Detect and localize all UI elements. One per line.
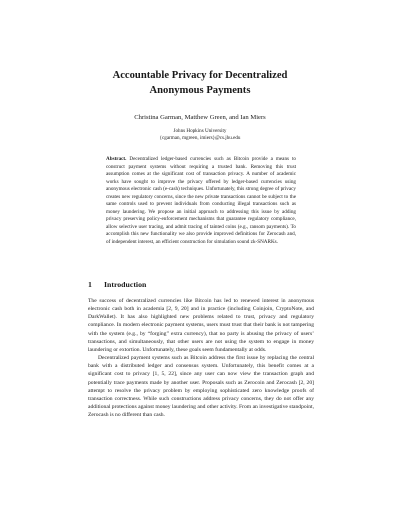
abstract-label: Abstract. bbox=[106, 156, 127, 162]
title-line-2: Anonymous Payments bbox=[149, 84, 251, 96]
introduction-paragraph-1: The success of decentralized currencies like Bitcoin has led to renewed interest in anonymous electronic cash both in academia [2, 9, 20] and in practice (including Coinjoin, CryptoNote, and DarkWallet). It has also highlighted new problems related to trust, privacy and regulatory compliance. In modern electronic payment systems, users must trust that their bank is not tampering with the system (e.g., by “forging” extra currency), that no party is abusing the privacy of users’ transactions, and simultaneously, that other users are not using the system to engage in money laundering or extortion. Unfortunately, these goals seem fundamentally at odds. bbox=[88, 298, 314, 353]
abstract-text: Decentralized ledger-based currencies such as Bitcoin provide a means to construct payment systems without requiring a trusted bank. Removing this trust assumption comes at the significant cost of transaction privacy. A number of academic works have sought to improve the privacy offered by ledger-based currencies using anonymous electronic cash (e-cash) techniques. Unfortunately, this strong degree of privacy creates new regulatory concerns, since the new private transactions cannot be subject to the same controls used to prevent individuals from conducting illegal transactions such as money laundering. We propose an initial approach to addressing this issue by adding privacy preserving policy-enforcement mechanisms that guarantee regulatory compliance, allow selective user tracing, and admit tracing of tainted coins (e.g., ransom payments). To accomplish this new functionality we also provide improved definitions for Zerocash and, of independent interest, an efficient construction for simulation sound zk-SNARKs. bbox=[106, 156, 296, 246]
introduction-body bbox=[88, 297, 314, 419]
author-emails: {cgarman, mgreen, imiers}@cs.jhu.edu bbox=[159, 135, 241, 142]
section-number: 1 bbox=[88, 280, 92, 289]
title-line-1: Accountable Privacy for Decentralized bbox=[112, 70, 288, 81]
section-heading bbox=[88, 280, 146, 290]
introduction-paragraph-2: Decentralized payment systems such as Bitcoin address the first issue by replacing the central bank with a distributed ledger and consensus system. Unfortunately, this benefit comes at a significant cost to privacy [1, 5, 22], since any user can now view the transaction graph and potentially trace payments made by another user. Proposals such as Zerocoin and Zerocash [2, 20] attempt to resolve the privacy problem by employing sophisticated zero knowledge proofs of transaction correctness. While such constructions address privacy concerns, they do not offer any additional protections against money laundering and other activity. From an investigative standpoint, Zerocash is no different than cash. bbox=[88, 355, 314, 419]
abstract bbox=[106, 156, 296, 247]
affiliation: Johns Hopkins University bbox=[173, 128, 227, 134]
affiliation-block bbox=[60, 128, 340, 142]
author-list: Christina Garman, Matthew Green, and Ian Miers bbox=[134, 114, 266, 121]
section-title: Introduction bbox=[104, 280, 147, 289]
paper-title bbox=[60, 69, 340, 98]
